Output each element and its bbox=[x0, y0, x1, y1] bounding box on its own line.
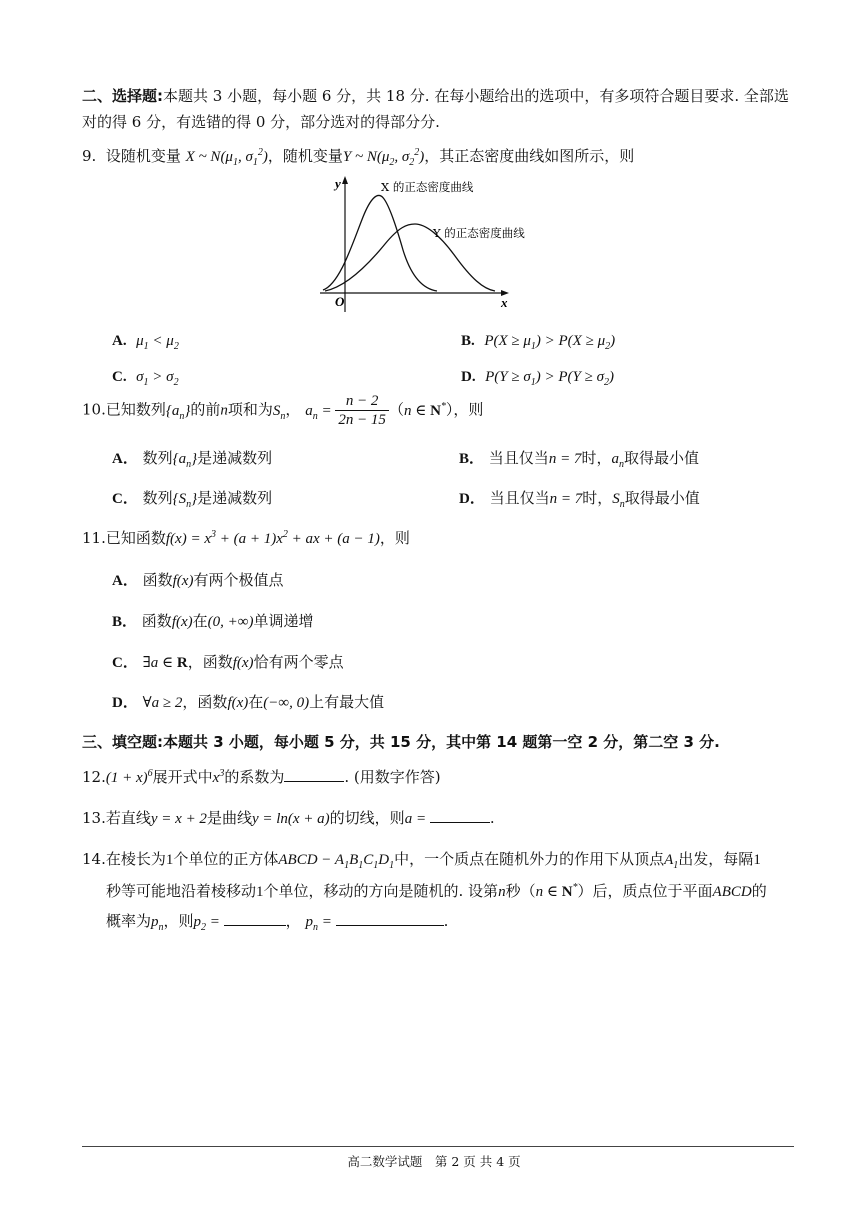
question-13: 13.若直线y = x + 2是曲线y = ln(x + a)的切线，则a = . bbox=[82, 809, 495, 827]
question-number: 13. bbox=[82, 809, 106, 827]
section2-header bbox=[82, 85, 789, 106]
section2-title: 二、选择题: bbox=[82, 87, 163, 105]
y-axis-arrow bbox=[342, 176, 348, 184]
q10-option-d: D． 当且仅当n = 7时，$S_n$取得最小值 bbox=[459, 489, 700, 510]
question-14-line1: 14.在棱长为1个单位的正方体ABCD − $A_1B_1C_1D_1$中，一个质点在随机外力的作用下从顶点$A_1$出发，每隔1 bbox=[82, 850, 761, 871]
answer-blank-pn[interactable] bbox=[336, 911, 444, 926]
answer-blank-p2[interactable] bbox=[224, 911, 286, 926]
question-14-line3: 概率为$p_n$，则$p_2$ = ， $p_n$ = . bbox=[106, 912, 449, 933]
answer-blank[interactable] bbox=[284, 767, 344, 782]
section3-title: 三、填空题: bbox=[82, 733, 163, 751]
question-11-stem: 11.已知函数$f(x) = x^3 + (a + 1)x^2$ + ax + (a − 1)，则 bbox=[82, 529, 410, 547]
answer-blank[interactable] bbox=[430, 808, 490, 823]
normal-density-figure bbox=[315, 172, 555, 317]
q11-option-a: A． 函数f(x)有两个极值点 bbox=[112, 571, 284, 589]
q11-option-c: C． ∃a ∈ R，函数f(x)恰有两个零点 bbox=[112, 653, 344, 671]
footer-divider bbox=[82, 1146, 794, 1147]
q9-option-a: A. $\mu_1 < \mu_2$ bbox=[112, 333, 179, 352]
page-footer: 高二数学试题 第 2 页 共 4 页 bbox=[347, 1154, 521, 1169]
section3-header bbox=[82, 731, 720, 752]
fraction: $\frac{n - 2}{2n - 15}$ bbox=[335, 392, 389, 429]
x-density-curve bbox=[323, 195, 437, 291]
question-10-stem: 10.已知数列$\{a_n\}$的前n项和为$S_n$， $a_n$ = $\frac{n - 2}{2n - 15}$ （n ∈ N*），则 bbox=[82, 393, 484, 428]
question-number: 14. bbox=[82, 850, 106, 868]
section2-header-line2: 对的得 6 分，有选错的得 0 分，部分选对的得部分分. bbox=[82, 113, 440, 131]
y-axis-label: y bbox=[335, 176, 341, 191]
q10-option-a: A． 数列$\{a_n\}$是递减数列 bbox=[112, 449, 273, 470]
q11-option-d: D． ∀a ≥ 2，函数f(x)在(−∞, 0)上有最大值 bbox=[112, 693, 385, 711]
y-curve-label: Y 的正态密度曲线 bbox=[433, 226, 525, 240]
question-number: 12. bbox=[82, 768, 106, 786]
question-14-line2: 秒等可能地沿着棱移动1个单位，移动的方向是随机的. 设第n秒（n ∈ N*）后，质点位于平面ABCD的 bbox=[106, 882, 767, 900]
q9-option-c: C. $\sigma_1 > \sigma_2$ bbox=[112, 369, 179, 388]
q10-option-c: C． 数列$\{S_n\}$是递减数列 bbox=[112, 489, 273, 510]
q10-option-b: B． 当且仅当n = 7时，$a_n$取得最小值 bbox=[459, 449, 699, 470]
question-number: 9. bbox=[82, 147, 97, 165]
x-axis-label: x bbox=[501, 295, 508, 310]
question-9-stem: 9. 设随机变量 X ~ $N(\mu_1$, $\sigma_1^2$)，随机变量Y ~ $N(\mu_2$, $\sigma_2^2$)，其正态密度曲线如图所示，则 bbox=[82, 147, 635, 168]
question-12: $12.(1 + x)^6$展开式中$x^3$的系数为 . (用数字作答) bbox=[82, 768, 441, 786]
origin-label: O bbox=[335, 294, 345, 309]
q9-option-b: B. $P(X \ge \mu_1) > P(X \ge \mu_2)$ bbox=[461, 333, 616, 352]
section2-instructions: 本题共 3 小题，每小题 6 分，共 18 分. 在每小题给出的选项中，有多项符合题目要求. 全部选 bbox=[163, 87, 789, 105]
math-expr: X ~ $N(\mu_1$, $\sigma_1^2$) bbox=[185, 147, 268, 168]
q11-option-b: B． 函数f(x)在(0, +∞)单调递增 bbox=[112, 612, 314, 630]
question-number: 10. bbox=[82, 400, 106, 419]
section3-instructions: 本题共 3 小题，每小题 5 分，共 15 分，其中第 14 题第一空 2 分，第二空 3 分. bbox=[163, 733, 720, 751]
math-expr: Y ~ $N(\mu_2$, $\sigma_2^2$) bbox=[342, 147, 425, 168]
x-curve-label: X 的正态密度曲线 bbox=[381, 180, 474, 194]
question-number: 11. bbox=[82, 529, 106, 547]
q9-option-d: D. $P(Y \ge \sigma_1) > P(Y \ge \sigma_2)$ bbox=[461, 369, 615, 388]
